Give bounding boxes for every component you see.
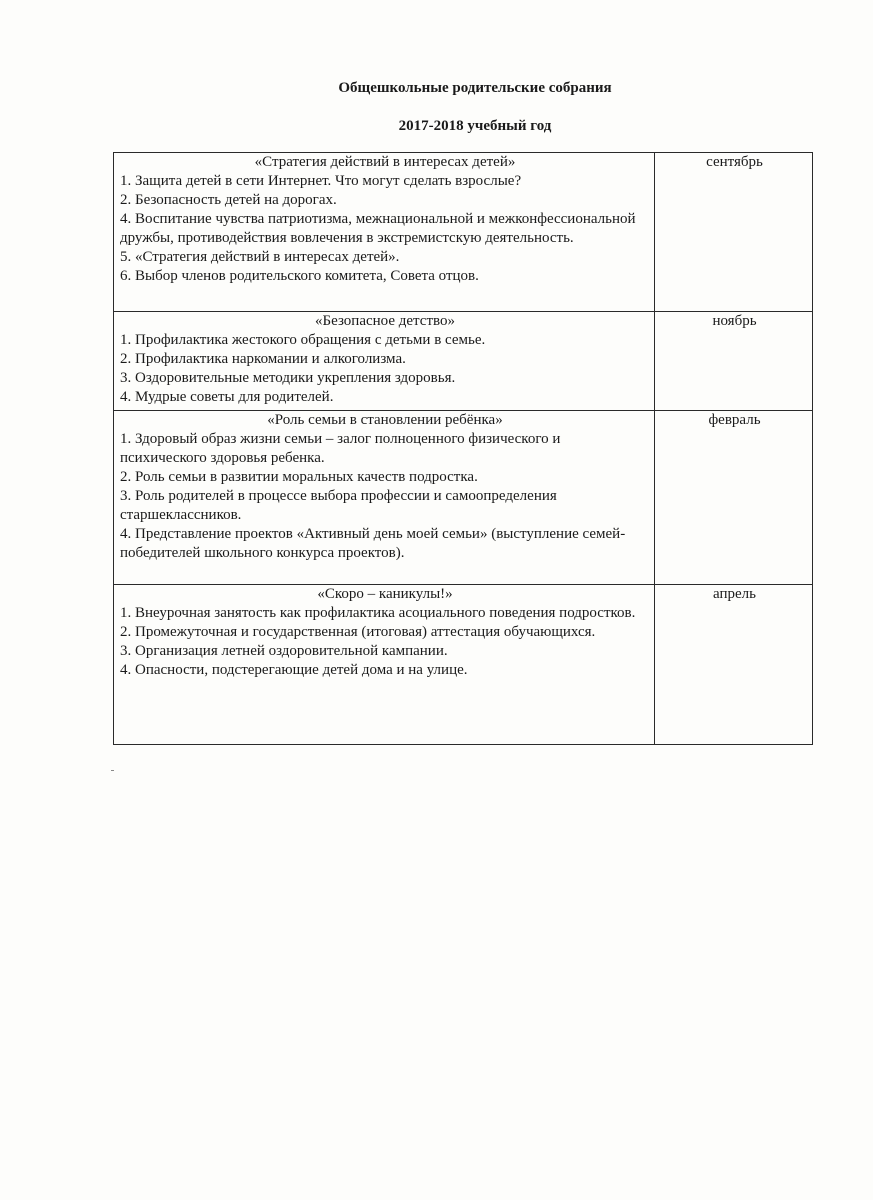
list-item: 1. Профилактика жестокого обращения с детьми в семье. — [120, 332, 486, 348]
list-item: 1. Здоровый образ жизни семьи – залог полноценного физического и психического здоровья ребенка. — [120, 431, 561, 466]
meeting-month: сентябрь — [655, 153, 813, 312]
meeting-topics — [114, 153, 655, 312]
list-item: 4. Воспитание чувства патриотизма, межнациональной и межконфессиональной дружбы, противодействия вовлечения в экстремистскую деятельность. — [120, 211, 636, 246]
list-item: 2. Профилактика наркомании и алкоголизма. — [120, 351, 406, 367]
meeting-month: февраль — [655, 411, 813, 585]
list-item: 4. Мудрые советы для родителей. — [120, 389, 334, 405]
list-item: 1. Внеурочная занятость как профилактика асоциального поведения подростков. — [120, 605, 636, 621]
table-row — [114, 153, 813, 312]
meeting-theme: «Скоро – каникулы!» — [317, 586, 453, 602]
list-item: 6. Выбор членов родительского комитета, Совета отцов. — [120, 268, 479, 284]
table-row — [114, 312, 813, 411]
list-item: 1. Защита детей в сети Интернет. Что могут сделать взрослые? — [120, 173, 522, 189]
meetings-table — [113, 152, 813, 745]
meeting-theme: «Безопасное детство» — [315, 313, 455, 329]
list-item: 2. Роль семьи в развитии моральных качеств подростка. — [120, 469, 478, 485]
list-item: 3. Организация летней оздоровительной кампании. — [120, 643, 448, 659]
scan-speck — [111, 770, 114, 771]
meeting-theme: «Роль семьи в становлении ребёнка» — [267, 412, 503, 428]
list-item: 3. Роль родителей в процессе выбора профессии и самоопределения старшеклассников. — [120, 488, 557, 523]
school-year: 2017-2018 учебный год — [398, 118, 552, 134]
meeting-topics — [114, 585, 655, 745]
table-row — [114, 585, 813, 745]
document-title: Общешкольные родительские собрания — [338, 80, 612, 96]
list-item: 4. Представление проектов «Активный день моей семьи» (выступление семей-победителей школьного конкурса проектов). — [120, 526, 626, 561]
table-row — [114, 411, 813, 585]
list-item: 2. Промежуточная и государственная (итоговая) аттестация обучающихся. — [120, 624, 596, 640]
list-item: 4. Опасности, подстерегающие детей дома и на улице. — [120, 662, 468, 678]
meeting-topics — [114, 411, 655, 585]
list-item: 2. Безопасность детей на дорогах. — [120, 192, 337, 208]
meeting-month: ноябрь — [655, 312, 813, 411]
list-item: 5. «Стратегия действий в интересах детей». — [120, 249, 400, 265]
meeting-theme: «Стратегия действий в интересах детей» — [254, 154, 516, 170]
meeting-topics — [114, 312, 655, 411]
meeting-month: апрель — [655, 585, 813, 745]
list-item: 3. Оздоровительные методики укрепления здоровья. — [120, 370, 456, 386]
